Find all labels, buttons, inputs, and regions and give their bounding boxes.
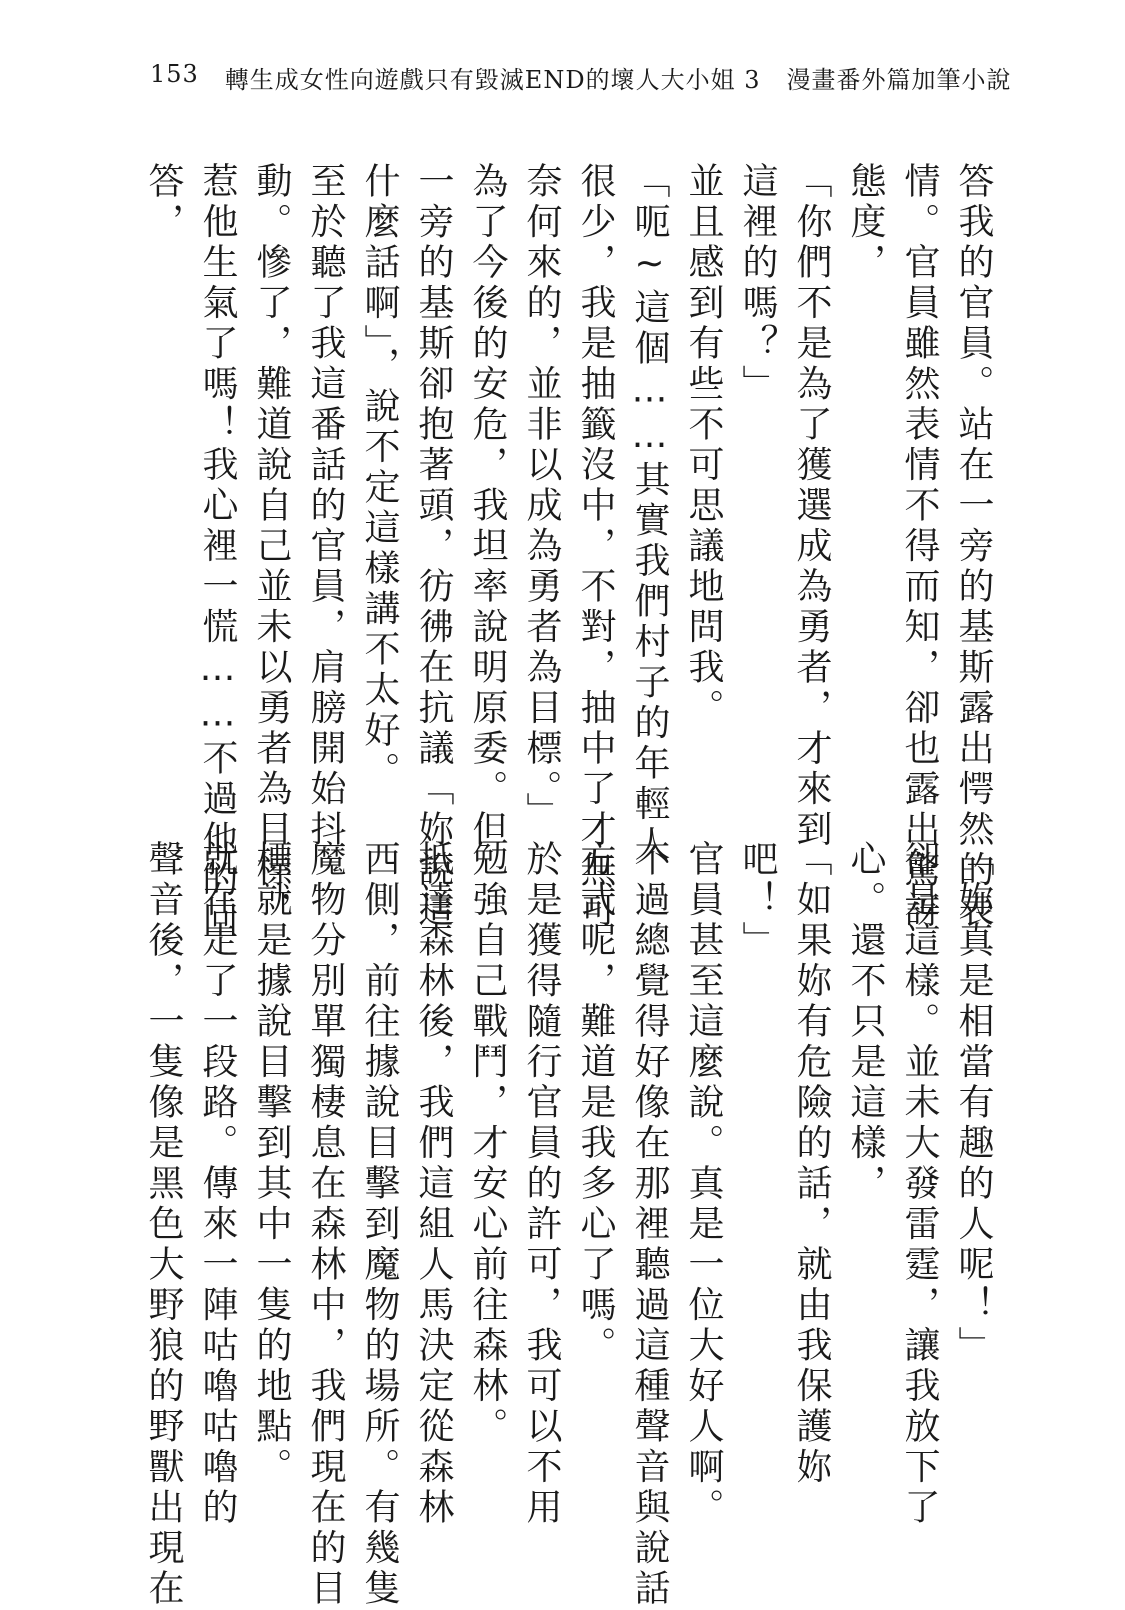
text-line: 心。還不只是這樣， <box>845 840 886 1205</box>
text-line: 情。官員雖然表情不得而知，卻也露出驚訝 <box>899 162 940 932</box>
text-line: 西側，前往據說目擊到魔物的場所。有幾隻 <box>359 840 400 1610</box>
text-line: 答我的官員。站在一旁的基斯露出愕然的表 <box>953 162 994 932</box>
text-line: 勉強自己戰鬥，才安心前往森林。 <box>467 840 508 1448</box>
text-line: 魔物分別單獨棲息在森林中，我們現在的目 <box>305 840 346 1610</box>
text-line: 「妳真是相當有趣的人呢！」 <box>953 840 994 1367</box>
section-title: 漫畫番外篇加筆小說 <box>786 66 1012 94</box>
running-header <box>150 60 1011 95</box>
text-line: 「呃∼這個……其實我們村子的年輕人 <box>629 162 670 866</box>
text-line: 奈何來的，並非以成為勇者為目標。」 <box>521 162 562 833</box>
text-line: 態度， <box>845 162 886 284</box>
text-line: 一旁的基斯卻抱著頭，彷彿在抗議「妳說這 <box>413 162 454 932</box>
text-line: 動。慘了，難道說自己並未以勇者為目標， <box>251 162 292 932</box>
page-number: 153 <box>150 60 199 88</box>
text-line: 就在走了一段路。傳來一陣咕嚕咕嚕的 <box>197 840 238 1529</box>
text-line: 不過總覺得好像在那裡聽過這種聲音與說話 <box>629 840 670 1610</box>
text-line: 官員甚至這麼說。真是一位大好人啊。 <box>683 840 724 1529</box>
text-line: 並且感到有些不可思議地問我。 <box>683 162 724 729</box>
text-line: 惹他生氣了嗎！我心裡一慌……不過他的回 <box>197 162 238 942</box>
text-line: 吧！」 <box>737 840 778 962</box>
book-title: 轉生成女性向遊戲只有毀滅END的壞人大小姐 3 <box>224 66 761 94</box>
text-line: 卻是這樣。並未大發雷霆，讓我放下了 <box>899 840 940 1529</box>
text-block-top <box>136 162 1000 942</box>
text-block-bottom <box>136 840 1000 1610</box>
text-line: 方式呢，難道是我多心了嗎。 <box>575 840 616 1367</box>
text-line: 這裡的嗎？」 <box>737 162 778 405</box>
text-line: 聲音後，一隻像是黑色大野狼的野獸出現在 <box>143 840 184 1610</box>
text-line: 於是獲得隨行官員的許可，我可以不用 <box>521 840 562 1529</box>
text-line: 標就是據說目擊到其中一隻的地點。 <box>251 840 292 1488</box>
text-line: 「如果妳有危險的話，就由我保護妳 <box>791 840 832 1488</box>
text-line: 抵達森林後，我們這組人馬決定從森林 <box>413 840 454 1529</box>
text-line: 至於聽了我這番話的官員，肩膀開始抖 <box>305 162 346 851</box>
text-line: 「你們不是為了獲選成為勇者，才來到 <box>791 162 832 851</box>
text-line: 很少，我是抽籤沒中，不對，抽中了才無可 <box>575 162 616 932</box>
text-line: 為了今後的安危，我坦率說明原委。但 <box>467 162 508 851</box>
text-line: 答， <box>143 162 184 243</box>
text-line: 什麼話啊」，說不定這樣講不太好。 <box>359 162 400 792</box>
